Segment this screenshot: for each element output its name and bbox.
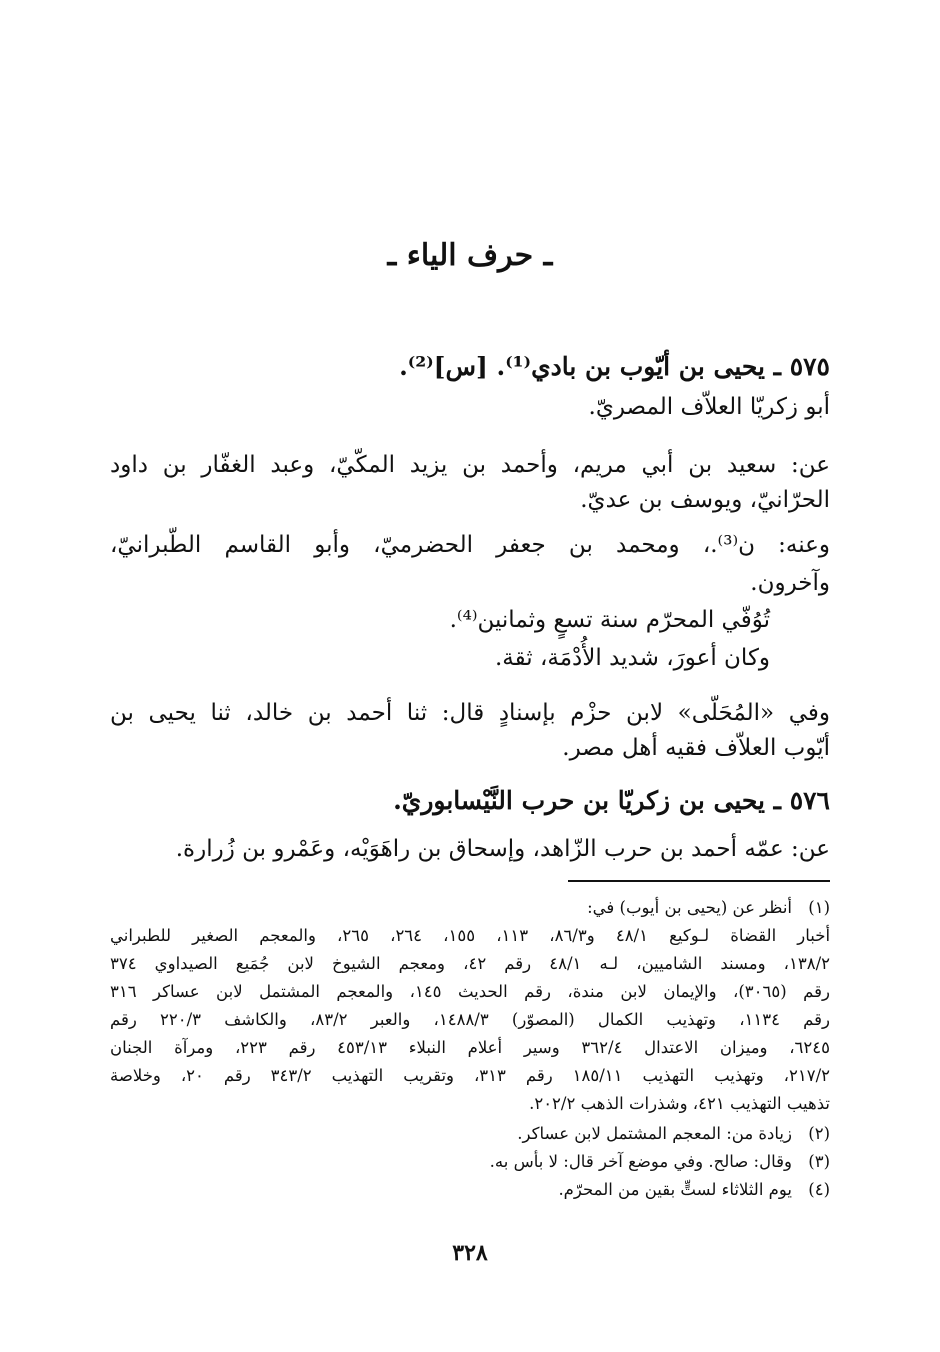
footnote-1-intro: أنظر عن (يحيى بن أيوب) في:	[587, 898, 792, 917]
footnote-1-line: رقم ١١٣٤، وتهذيب الكمال (المصوّر) ١٤٨٨/٣، والعبر ٨٣/٢، والكاشف ٢٢٠/٣ رقم	[110, 1010, 830, 1029]
footnote-4-number: (٤)	[808, 1180, 830, 1199]
page-number: ٣٢٨	[452, 1240, 488, 1266]
footnote-3-text: وقال: صالح. وفي موضع آخر قال: لا بأس به.	[489, 1152, 792, 1171]
footnote-2-text: زيادة من: المعجم المشتمل لابن عساكر.	[517, 1124, 792, 1143]
footnote-2-number: (٢)	[808, 1124, 830, 1143]
entry-575-muhalla-line-1: وفي «المُحَلّى» لابن حزْم بإسنادٍ قال: ثنا أحمد بن خالد، ثنا يحيى بن	[110, 700, 830, 726]
entry-575-students-line-1: وعنه: ن⁽³⁾.، ومحمد بن جعفر الحضرميّ، وأبو القاسم الطّبرانيّ،	[110, 532, 830, 558]
entry-576-heading: ٥٧٦ ـ يحيى بن زكريّا بن حرب النَّيْسابوريّ.	[393, 786, 830, 815]
footnote-4-text: يوم الثلاثاء لستٍّ بقين من المحرّم.	[558, 1180, 792, 1199]
footnote-1-line: أخبار القضاة لـوكيع ٤٨/١ و٨٦/٣، ١١٣، ١٥٥، ٢٦٤، ٢٦٥، والمعجم الصغير للطبراني	[110, 926, 831, 945]
footnote-1-line: ٢١٧/٢، وتهذيب التهذيب ١٨٥/١١ رقم ٣١٣، وتقريب التهذيب ٣٤٣/٢ رقم ٢٠، وخلاصة	[110, 1066, 830, 1085]
section-title: ـ حرف الياء ـ	[387, 238, 553, 273]
entry-575-teachers-line-1: عن: سعيد بن أبي مريم، وأحمد بن يزيد المكّيّ، وعبد الغفّار بن داود	[110, 452, 830, 478]
footnote-1-number: (١)	[808, 898, 830, 917]
footnote-1-line: ١٣٨/٢، ومسند الشاميين، لـه ٤٨/١ رقم ٤٢، ومعجم الشيوخ لابن جُمَيع الصيداوي ٣٧٤	[110, 954, 830, 973]
entry-576-teachers: عن: عمّه أحمد بن حرب الزّاهد، وإسحاق بن راهَوَيْه، وعَمْرو بن زُرارة.	[175, 836, 830, 862]
entry-575-kunya: أبو زكريّا العلاّف المصريّ.	[588, 394, 830, 420]
entry-575-heading: ٥٧٥ ـ يحيى بن أيّوب بن بادي⁽¹⁾. [س]⁽²⁾.	[399, 352, 830, 381]
footnote-1-line: رقم (٣٠٦٥)، والإيمان لابن مندة، رقم الحديث ١٤٥، والمعجم المشتمل لابن عساكر ٣١٦	[110, 982, 830, 1001]
entry-575-students-line-2: وآخرون.	[750, 570, 830, 596]
entry-575-death: تُوُفّي المحرّم سنة تسعٍ وثمانين⁽⁴⁾.	[449, 607, 770, 633]
footnote-3-number: (٣)	[808, 1152, 830, 1171]
footnote-1-line: ٦٢٤٥، وميزان الاعتدال ٣٦٢/٤ وسير أعلام النبلاء ٤٥٣/١٣ رقم ٢٢٣، ومرآة الجنان	[110, 1038, 830, 1057]
footnote-separator	[568, 880, 830, 882]
entry-575-teachers-line-2: الحرّانيّ، ويوسف بن عديّ.	[580, 487, 830, 513]
footnote-1-last-line: تذهيب التهذيب ٤٢١، وشذرات الذهب ٢٠٢/٢.	[529, 1094, 830, 1113]
entry-575-muhalla-line-2: أيّوب العلاّف فقيه أهل مصر.	[562, 735, 830, 761]
entry-575-description: وكان أعورَ، شديد الأُدْمَة، ثقة.	[494, 645, 770, 671]
